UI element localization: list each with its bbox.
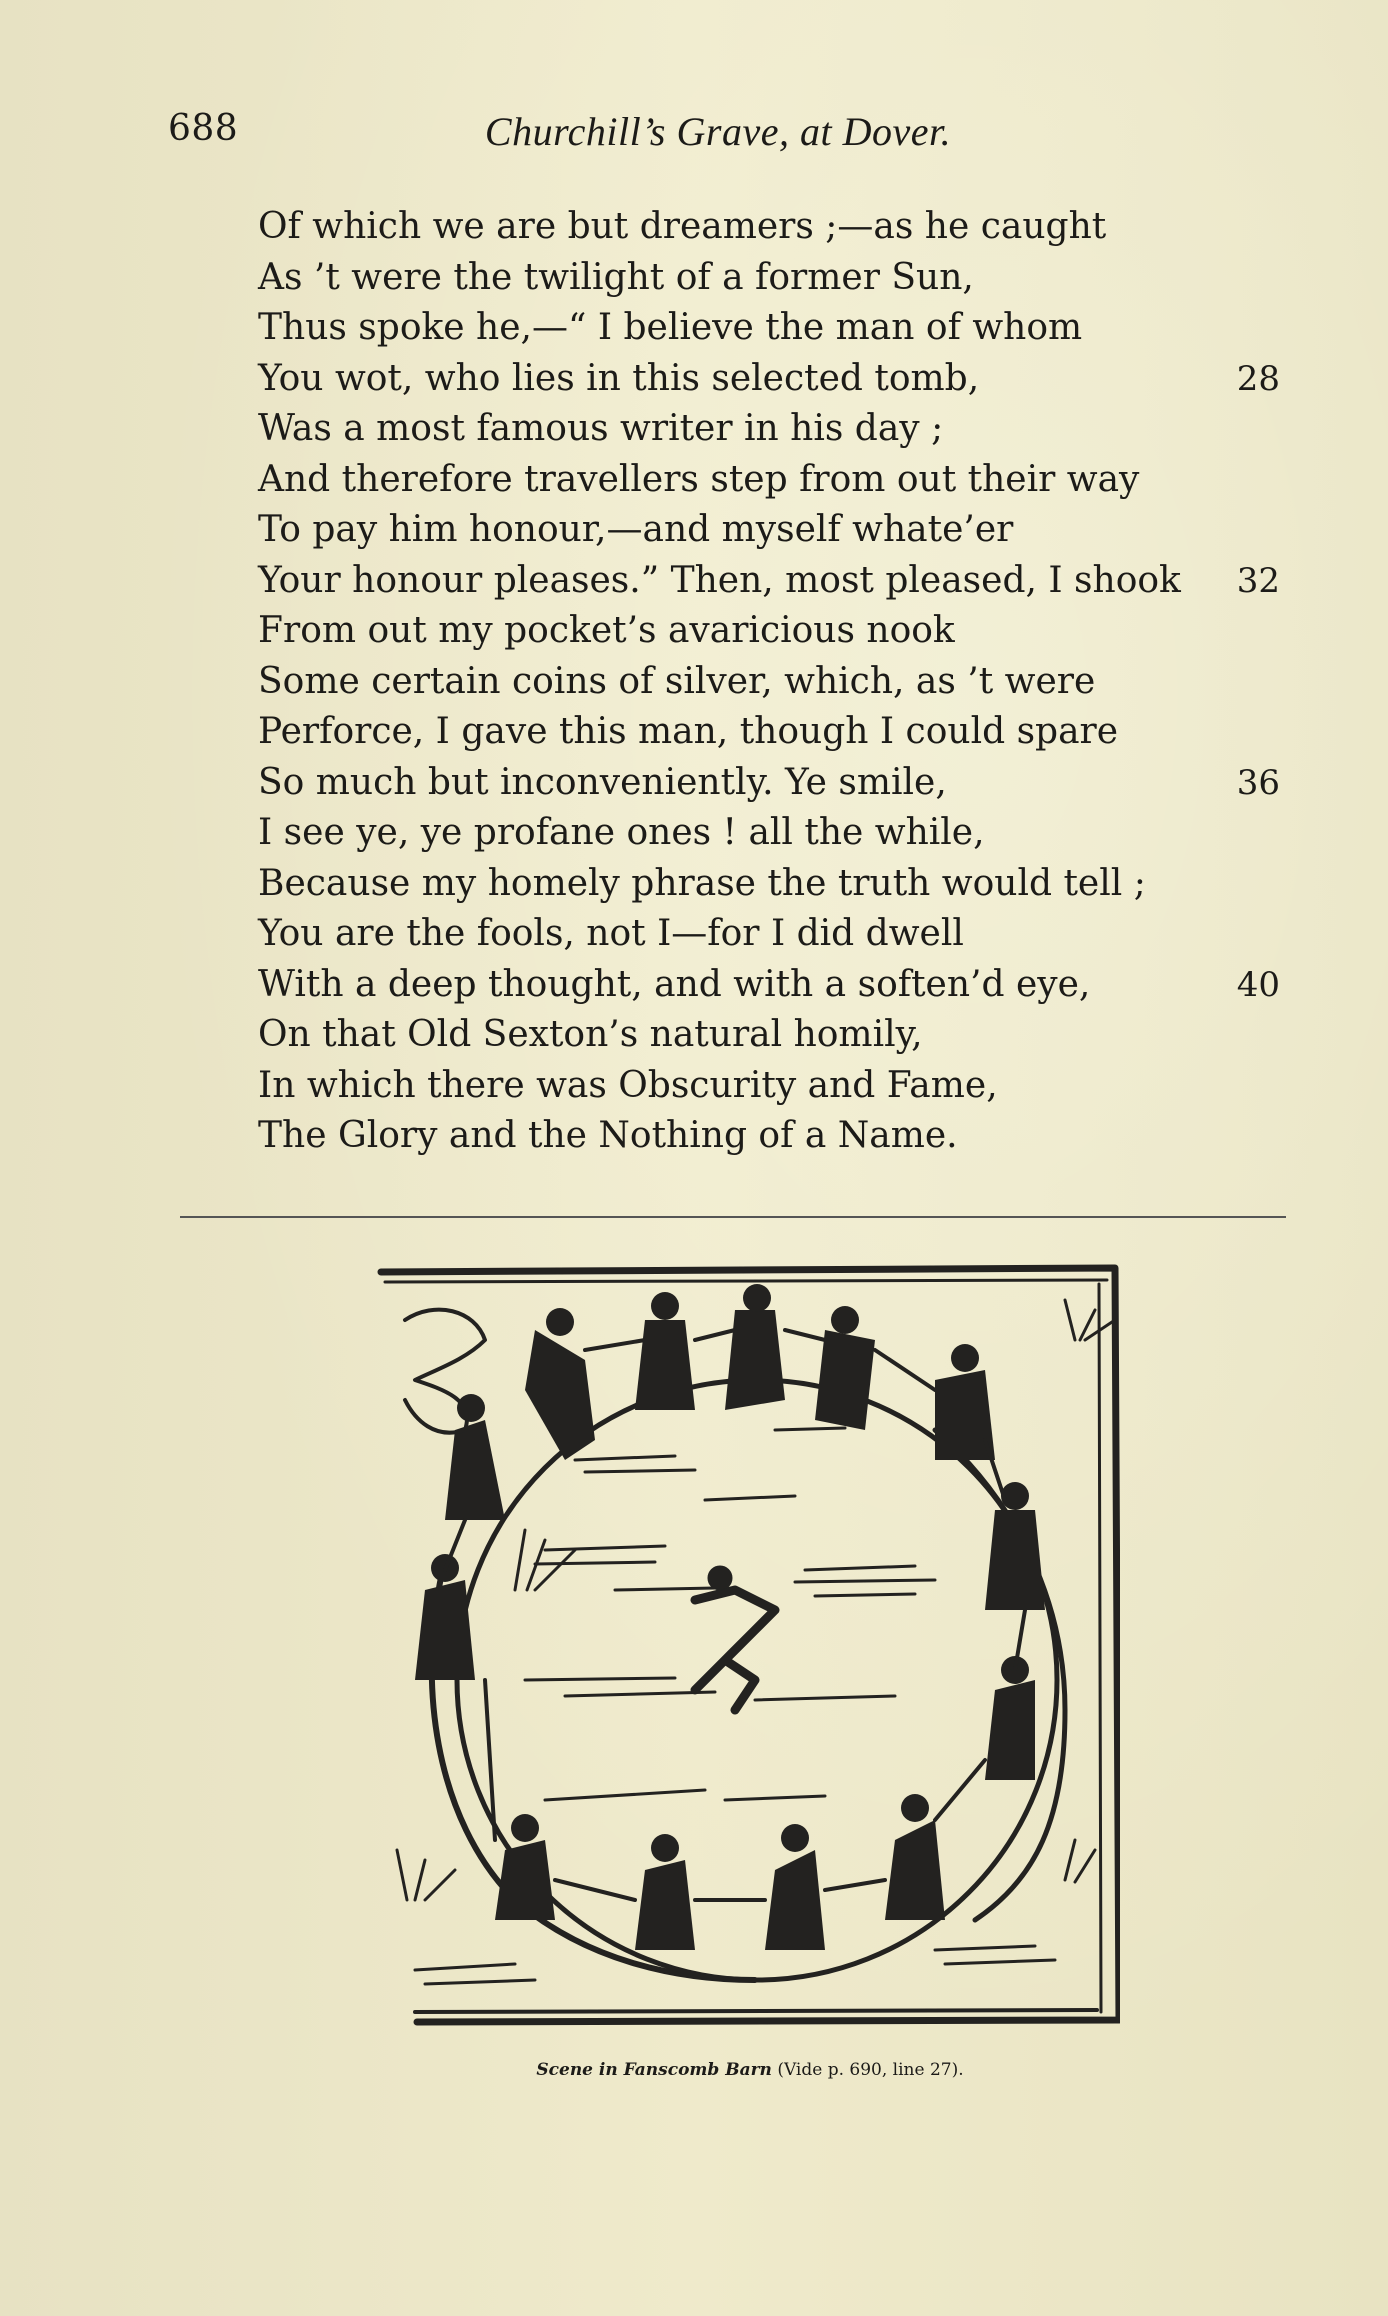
poem-line	[258, 758, 1290, 809]
poem-line	[258, 859, 1290, 910]
poem-line-text: Thus spoke he,—“ I believe the man of whom	[258, 307, 1083, 348]
poem-line-text: Of which we are but dreamers ;—as he caught	[258, 206, 1107, 247]
poem-line	[258, 1010, 1290, 1061]
running-title: Churchill’s Grave, at Dover.	[484, 109, 952, 154]
section-divider	[180, 1216, 1286, 1218]
page-number: 688	[168, 108, 239, 149]
page-header	[168, 108, 1284, 158]
poem-text	[258, 202, 1290, 1162]
caption-reference: (Vide p. 690, line 27).	[771, 2060, 964, 2080]
poem-line-text: I see ye, ye profane ones ! all the while,	[258, 812, 985, 853]
line-number: 32	[1236, 560, 1280, 601]
poem-line-text: And therefore travellers step from out their way	[258, 458, 1140, 500]
woodcut-illustration	[375, 1260, 1120, 2042]
poem-line	[258, 657, 1290, 708]
poem-line	[258, 303, 1290, 354]
poem-line-text: The Glory and the Nothing of a Name.	[258, 1115, 958, 1156]
poem-line-text: To pay him honour,—and myself whate’er	[258, 509, 1014, 550]
poem-line-text: Because my homely phrase the truth would tell ;	[258, 862, 1146, 904]
poem-line	[258, 1061, 1290, 1112]
poem-line-text: Your honour pleases.” Then, most pleased, I shook	[258, 559, 1181, 601]
line-number: 36	[1236, 762, 1280, 803]
poem-line	[258, 707, 1290, 758]
poem-line-text: From out my pocket’s avaricious nook	[258, 610, 955, 651]
poem-line	[258, 606, 1290, 657]
poem-line	[258, 455, 1290, 506]
poem-line	[258, 909, 1290, 960]
line-number: 28	[1236, 358, 1280, 399]
poem-line-text: You are the fools, not I—for I did dwell	[258, 913, 964, 954]
poem-line-text: Some certain coins of silver, which, as ’t were	[258, 660, 1096, 702]
poem-line	[258, 253, 1290, 304]
poem-line-text: You wot, who lies in this selected tomb,	[258, 357, 980, 399]
poem-line	[258, 960, 1290, 1011]
poem-line	[258, 1111, 1290, 1162]
poem-line-text: Perforce, I gave this man, though I could spare	[258, 711, 1119, 752]
poem-line-text: As ’t were the twilight of a former Sun,	[258, 256, 974, 298]
caption-title: Scene in Fanscomb Barn	[536, 2060, 772, 2080]
poem-line-text: So much but inconveniently. Ye smile,	[258, 761, 947, 803]
poem-line	[258, 404, 1290, 455]
poem-line-text: Was a most famous writer in his day ;	[258, 408, 944, 449]
poem-line	[258, 556, 1290, 607]
line-number: 40	[1236, 964, 1280, 1005]
figure-caption	[380, 2060, 1120, 2080]
poem-line-text: In which there was Obscurity and Fame,	[258, 1064, 998, 1106]
poem-line	[258, 202, 1290, 253]
poem-line	[258, 505, 1290, 556]
poem-line	[258, 808, 1290, 859]
poem-line-text: On that Old Sexton’s natural homily,	[258, 1014, 923, 1055]
poem-line-text: With a deep thought, and with a soften’d eye,	[258, 963, 1091, 1005]
poem-line	[258, 354, 1290, 405]
